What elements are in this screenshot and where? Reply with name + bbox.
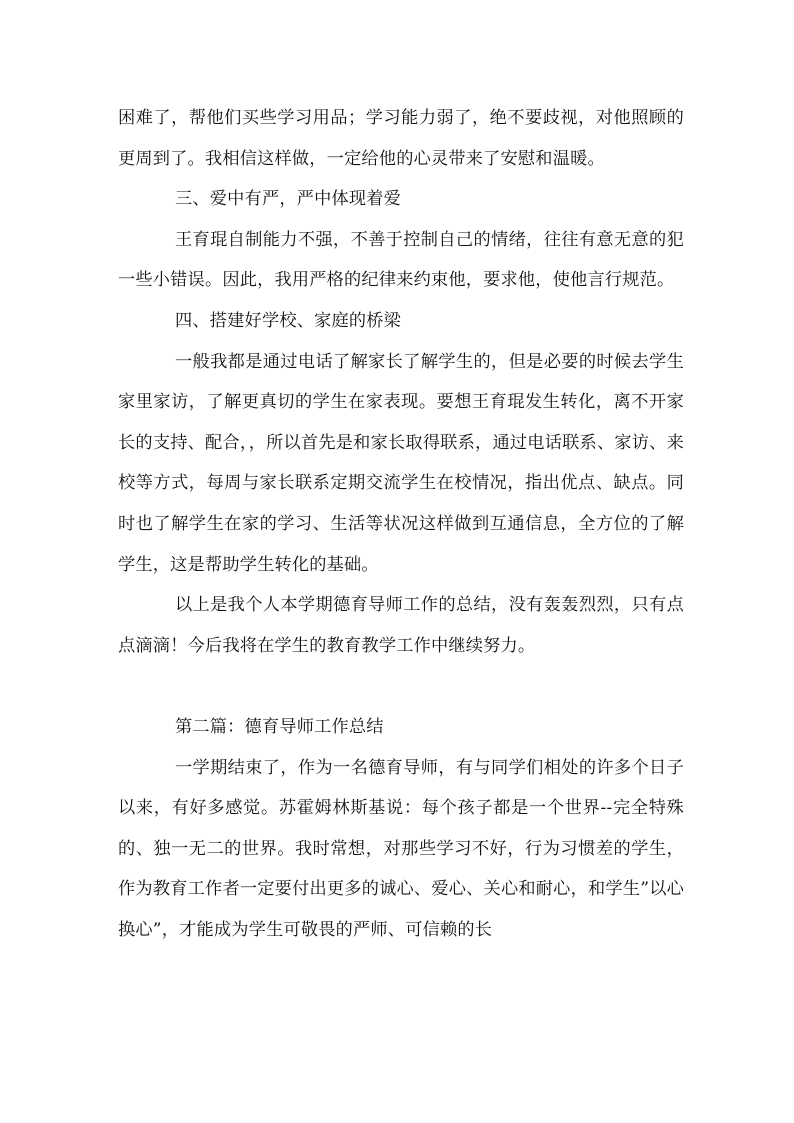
paragraph-discipline: 王育琨自制能力不强，不善于控制自己的情绪，往往有意无意的犯一些小错误。因此，我用严格的纪律来约束他，要求他，使他言行规范。 [118,229,684,291]
article-title-part-2: 第二篇：德育导师工作总结 [175,716,384,737]
paragraph-home-school: 一般我都是通过电话了解家长了解学生的，但是必要的时候去学生家里家访，了解更真切的学生在家表现。要想王育琨发生转化，离不开家长的支持、配合，，所以首先是和家长取得联系，通过电话联系、家访、来校等方式，每周与家长联系定期交流学生在校情况，指出优点、缺点。同时也了解学生在家的学习、生活等状况这样做到互通信息，全方位的了解学生，这是帮助学生转化的基础。 [118,351,684,575]
paragraph-part-2-intro: 一学期结束了，作为一名德育导师，有与同学们相处的许多个日子以来，有好多感觉。苏霍姆林斯基说：每个孩子都是一个世界--完全特殊的、独一无二的世界。我时常想，对那些学习不好，行为习惯差的学生，作为教育工作者一定要付出更多的诚心、爱心、关心和耐心，和学生”以心换心”，才能成为学生可敬畏的严师、可信赖的长 [118,757,684,940]
section-heading-3: 三、爱中有严，严中体现着爱 [175,189,402,210]
paragraph-continuation: 困难了，帮他们买些学习用品；学习能力弱了，绝不要歧视，对他照顾的更周到了。我相信这样做，一定给他的心灵带来了安慰和温暖。 [118,108,684,169]
section-heading-4: 四、搭建好学校、家庭的桥梁 [175,310,402,331]
paragraph-conclusion: 以上是我个人本学期德育导师工作的总结，没有轰轰烈烈，只有点点滴滴！今后我将在学生的教育教学工作中继续努力。 [118,595,684,656]
document-body [118,98,684,950]
blank-line [118,666,684,707]
